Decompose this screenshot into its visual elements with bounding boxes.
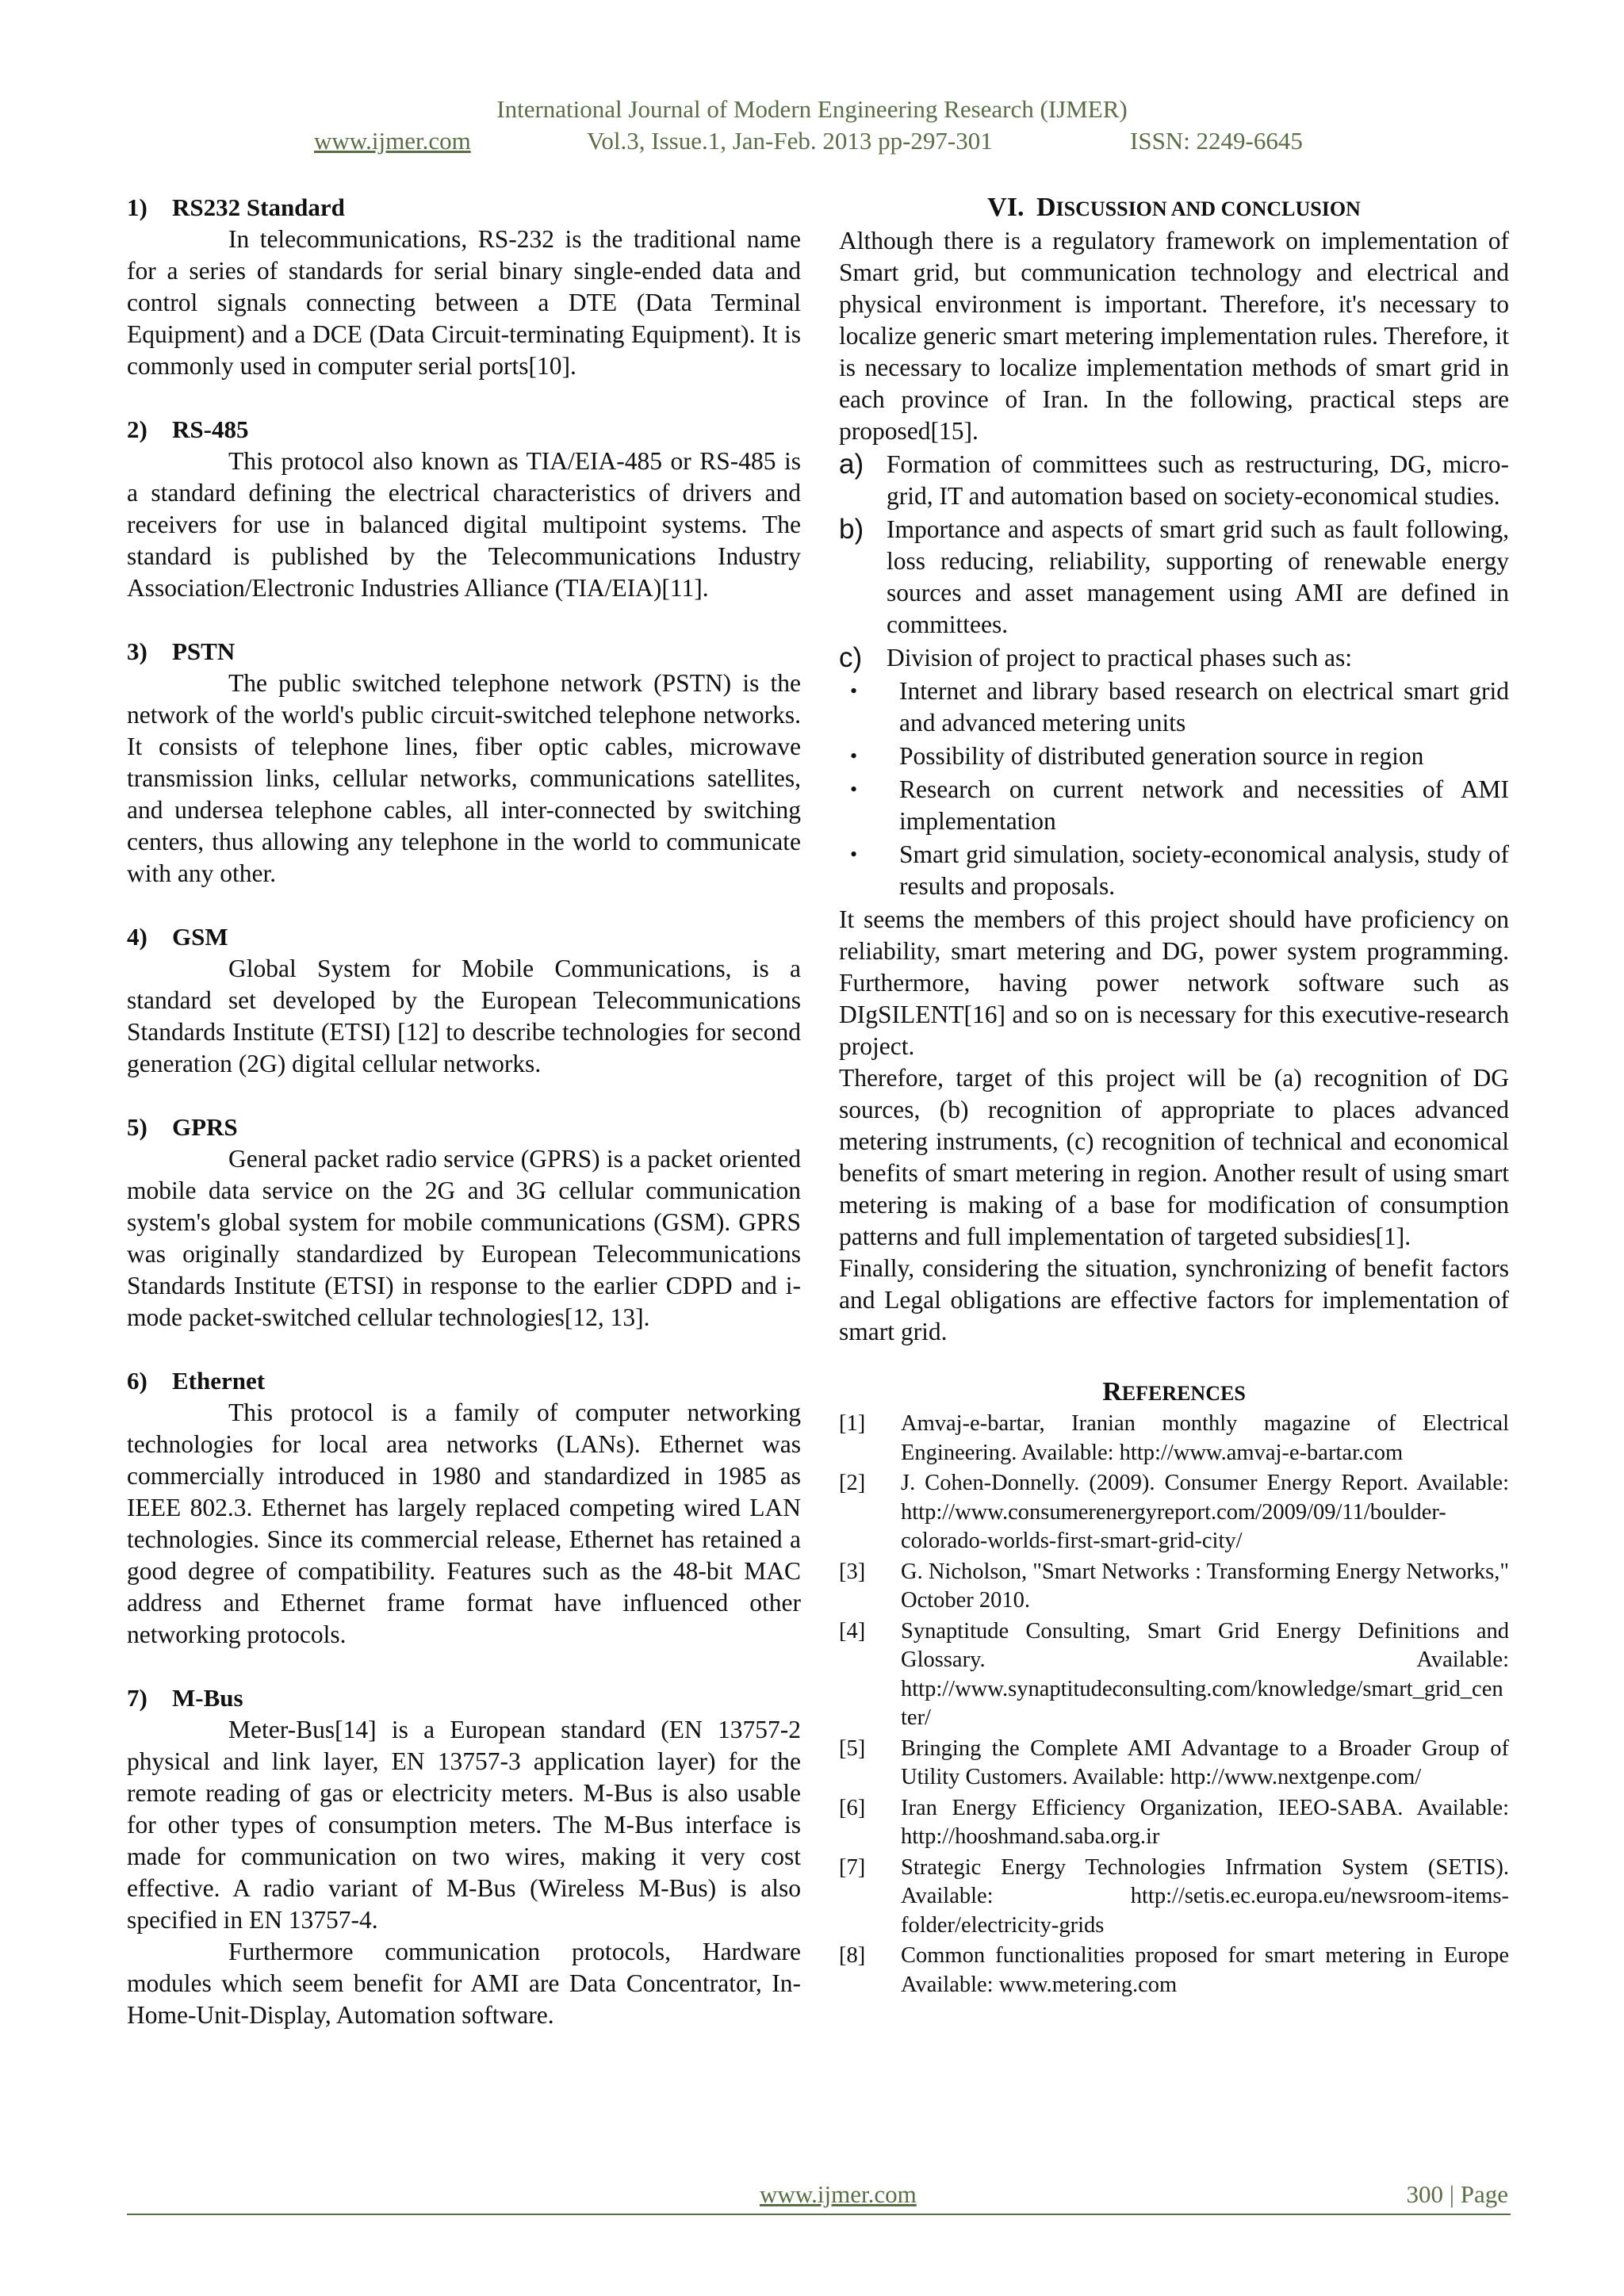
steps-list (839, 449, 1509, 674)
section-heading: 6) Ethernet (127, 1367, 266, 1395)
section-heading: 2) RS-485 (127, 415, 249, 443)
bullet-text: Research on current network and necessities of AMI implementation (899, 775, 1509, 835)
header-meta (0, 125, 1624, 157)
bullet-icon: • (850, 679, 858, 702)
bullet-icon: • (850, 744, 858, 767)
bullet-item (839, 740, 1509, 772)
reference-text: G. Nicholson, "Smart Networks : Transforming Energy Networks," October 2010. (901, 1559, 1509, 1613)
page-footer (0, 2179, 1624, 2214)
header-issn: ISSN: 2249-6645 (1130, 127, 1303, 155)
reference-item (839, 1735, 1509, 1793)
section-ethernet (127, 1365, 801, 1651)
section-gprs (127, 1112, 801, 1334)
discussion-paragraph: Therefore, target of this project will be (a) recognition of DG sources, (b) recognition of appropriate to places advanced metering instruments, (c) recognition of technical and economical benefits of smart metering in region. Another result of using smart metering is making of a base for modification of consumption patterns and full implementation of targeted subsidies[1]. (839, 1064, 1509, 1250)
discussion-heading: VI. DISCUSSION AND CONCLUSION (987, 193, 1361, 222)
list-item-label: b) (839, 514, 864, 545)
discussion-intro: Although there is a regulatory framework on implementation of Smart grid, but communication technology and electrical and physical environment is important. Therefore, it's necessary to localize generic smart metering implementation rules. Therefore, it is necessary to localize implementation methods of smart grid in each province of Iran. In the following, practical steps are proposed[15]. (839, 227, 1509, 445)
references-heading: REFERENCES (1102, 1377, 1246, 1406)
bullet-item (839, 675, 1509, 739)
journal-title: International Journal of Modern Engineering Research (IJMER) (496, 95, 1128, 123)
reference-item (839, 1794, 1509, 1852)
section-heading: 1) RS232 Standard (127, 193, 345, 221)
section-paragraph: Furthermore communication protocols, Hardware modules which seem benefit for AMI are Data Concentrator, In-Home-Unit-Display, Automation software. (127, 1938, 801, 2029)
reference-item (839, 1410, 1509, 1468)
footer-url-link[interactable]: www.ijmer.com (760, 2180, 917, 2208)
reference-text: Common functionalities proposed for smart metering in Europe Available: www.metering.com (901, 1943, 1509, 1997)
list-item-text: Division of project to practical phases such as: (887, 644, 1352, 672)
list-item (839, 514, 1509, 641)
reference-text: Iran Energy Efficiency Organization, IEEO-SABA. Available: http://hooshmand.saba.org.ir (901, 1795, 1509, 1849)
reference-item (839, 1617, 1509, 1733)
header-url-link[interactable]: www.ijmer.com (314, 127, 471, 155)
bullet-text: Internet and library based research on electrical smart grid and advanced metering units (899, 677, 1509, 737)
list-item (839, 642, 1509, 674)
right-column (839, 192, 1509, 2001)
reference-number: [6] (839, 1795, 866, 1820)
reference-number: [4] (839, 1618, 866, 1644)
list-item-text: Importance and aspects of smart grid such as fault following, loss reducing, reliability, supporting of renewable energy sources and asset management using AMI are defined in committees. (887, 515, 1509, 638)
discussion-paragraph: It seems the members of this project should have proficiency on reliability, smart metering and DG, power system programming. Furthermore, having power network software such as DIgSILENT[16] and so on is necessary for this executive-research project. (839, 905, 1509, 1060)
reference-text: Amvaj-e-bartar, Iranian monthly magazine of Electrical Engineering. Available: http://www.amvaj-e-bartar.com (901, 1411, 1509, 1465)
section-pstn (127, 636, 801, 890)
running-header (0, 94, 1624, 157)
reference-text: Synaptitude Consulting, Smart Grid Energy Definitions and Glossary. Available: http://www.synaptitudeconsulting.com/knowledge/smart_grid_center/ (901, 1618, 1509, 1730)
section-paragraph: This protocol also known as TIA/EIA-485 or RS-485 is a standard defining the electrical characteristics of drivers and receivers for use in balanced digital multipoint systems. The standard is published by the Telecommunications Industry Association/Electronic Industries Alliance (TIA/EIA)[11]. (127, 447, 801, 602)
reference-text: Strategic Energy Technologies Infrmation System (SETIS). Available: http://setis.ec.europa.eu/newsroom-items-folder/electricity-grids (901, 1854, 1509, 1938)
reference-item (839, 1942, 1509, 1999)
section-paragraph: The public switched telephone network (PSTN) is the network of the world's public circuit-switched telephone networks. It consists of telephone lines, fiber optic cables, microwave transmission links, cellular networks, communications satellites, and undersea telephone cables, all inter-connected by switching centers, thus allowing any telephone in the world to communicate with any other. (127, 669, 801, 887)
header-volume: Vol.3, Issue.1, Jan-Feb. 2013 pp-297-301 (587, 127, 993, 155)
reference-item (839, 1469, 1509, 1556)
bullet-text: Smart grid simulation, society-economical analysis, study of results and proposals. (899, 840, 1509, 900)
list-item-label: a) (839, 449, 864, 480)
list-item (839, 449, 1509, 512)
section-paragraph: This protocol is a family of computer networking technologies for local area networks (LANs). Ethernet was commercially introduced in 1980 and standardized in 1985 as IEEE 802.3. Ethernet has largely replaced competing wired LAN technologies. Since its commercial release, Ethernet has retained a good degree of compatibility. Features such as the 48-bit MAC address and Ethernet frame format have influenced other networking protocols. (127, 1399, 801, 1648)
discussion-paragraph: Finally, considering the situation, synchronizing of benefit factors and Legal obligations are effective factors for implementation of smart grid. (839, 1254, 1509, 1345)
section-heading: 3) PSTN (127, 637, 236, 665)
page-number: 300 | Page (1406, 2180, 1508, 2208)
section-rs485 (127, 414, 801, 604)
section-heading: 5) GPRS (127, 1113, 238, 1141)
section-gsm (127, 921, 801, 1080)
bullet-item (839, 774, 1509, 837)
reference-number: [5] (839, 1735, 866, 1761)
footer-divider (127, 2214, 1511, 2215)
reference-text: Bringing the Complete AMI Advantage to a Broader Group of Utility Customers. Available: http://www.nextgenpe.com/ (901, 1735, 1509, 1789)
reference-number: [2] (839, 1471, 866, 1495)
list-item-label: c) (839, 642, 863, 673)
section-heading: 7) M-Bus (127, 1684, 243, 1712)
left-column (127, 192, 801, 2063)
reference-number: [7] (839, 1854, 866, 1880)
section-paragraph: General packet radio service (GPRS) is a packet oriented mobile data service on the 2G and 3G cellular communication system's global system for mobile communications (GSM). GPRS was originally standardized by European Telecommunications Standards Institute (ETSI) in response to the earlier CDPD and i-mode packet-switched cellular technologies[12, 13]. (127, 1145, 801, 1331)
references-list (839, 1410, 1509, 1999)
reference-number: [8] (839, 1943, 866, 1968)
list-item-text: Formation of committees such as restructuring, DG, micro-grid, IT and automation based on society-economical studies. (887, 450, 1509, 510)
phases-bullet-list (839, 675, 1509, 902)
reference-number: [1] (839, 1411, 866, 1436)
reference-item (839, 1558, 1509, 1616)
bullet-item (839, 839, 1509, 902)
reference-item (839, 1854, 1509, 1941)
section-rs232 (127, 192, 801, 382)
reference-text: J. Cohen-Donnelly. (2009). Consumer Energy Report. Available: http://www.consumerenergyreport.com/2009/09/11/boulder-colorado-worlds-first-smart-grid-city/ (901, 1471, 1509, 1553)
bullet-icon: • (850, 843, 858, 866)
section-paragraph: Global System for Mobile Communications, is a standard set developed by the European Telecommunications Standards Institute (ETSI) [12] to describe technologies for second generation (2G) digital cellular networks. (127, 955, 801, 1077)
section-mbus (127, 1682, 801, 2031)
bullet-icon: • (850, 778, 858, 801)
bullet-text: Possibility of distributed generation source in region (899, 742, 1424, 770)
section-paragraph: In telecommunications, RS-232 is the traditional name for a series of standards for serial binary single-ended data and control signals connecting between a DTE (Data Terminal Equipment) and a DCE (Data Circuit-terminating Equipment). It is commonly used in computer serial ports[10]. (127, 225, 801, 380)
section-heading: 4) GSM (127, 923, 228, 951)
section-paragraph: Meter-Bus[14] is a European standard (EN 13757-2 physical and link layer, EN 13757-3 application layer) for the remote reading of gas or electricity meters. M-Bus is also usable for other types of consumption meters. The M-Bus interface is made for communication on two wires, making it very cost effective. A radio variant of M-Bus (Wireless M-Bus) is also specified in EN 13757-4. (127, 1716, 801, 1934)
reference-number: [3] (839, 1559, 866, 1584)
